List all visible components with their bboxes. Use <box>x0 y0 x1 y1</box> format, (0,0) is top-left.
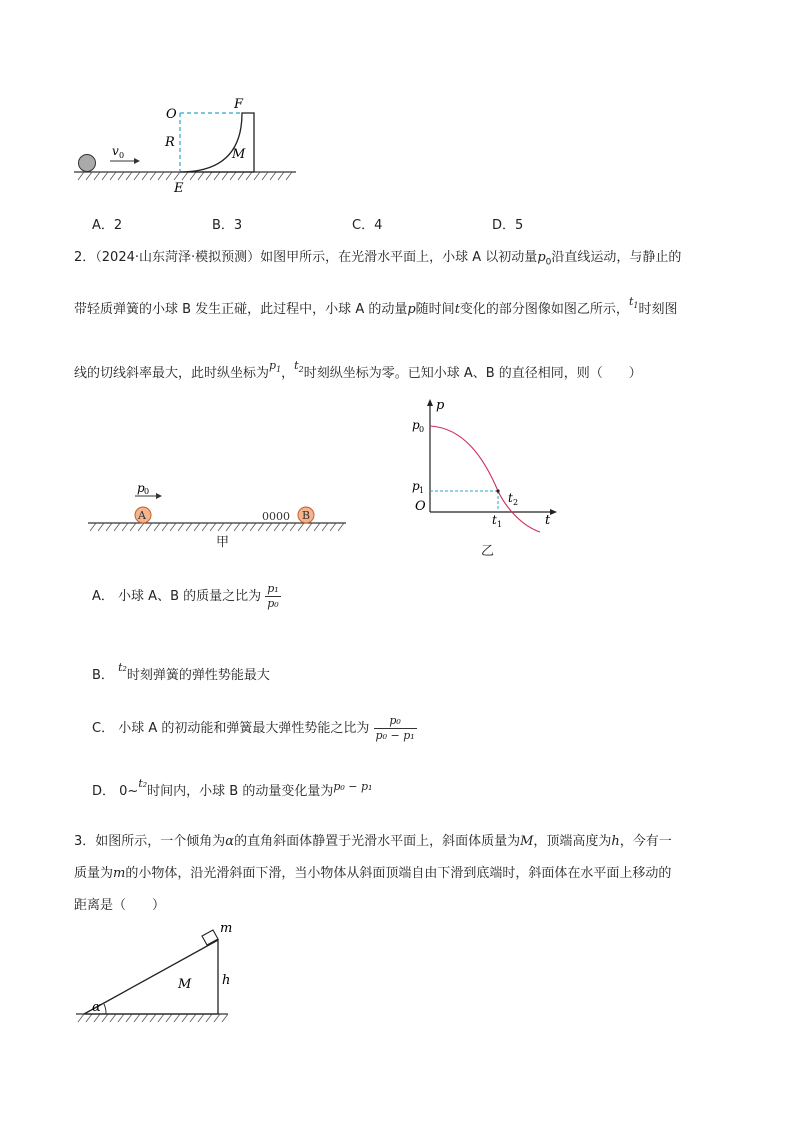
label-alpha: α <box>92 1000 101 1015</box>
label-O: O <box>166 107 177 122</box>
axis-t: t <box>545 513 551 528</box>
tick-p0-sub: 0 <box>419 425 425 434</box>
jia-p0: p <box>137 481 145 495</box>
origin-o: O <box>415 499 426 514</box>
figure-yi <box>404 396 564 536</box>
spring: 0000 <box>262 510 290 523</box>
q1-option-c[interactable]: C．4 <box>352 218 383 233</box>
tick-t1-sub: 1 <box>497 520 503 529</box>
tick-t2-sub: 2 <box>513 498 519 507</box>
q2-line-3: 线的切线斜率最大，此时纵坐标为$^{p_1}$，$^{t_2}$时刻纵坐标为零。已知小球 A、B 的直径相同，则（ ） <box>74 359 642 381</box>
label-E: E <box>174 181 184 196</box>
label-h: h <box>222 973 231 988</box>
q2-option-b[interactable]: B． $^{t_2}$时刻弹簧的弹性势能最大 <box>92 661 270 683</box>
q3-line-3: 距离是（ ） <box>74 898 166 913</box>
jia-p0-sub: 0 <box>144 487 150 496</box>
ball <box>79 155 96 172</box>
fraction-c: $\frac{\text{p₀}}{\text{p₀ − p₁}}$ <box>375 714 415 742</box>
ball-b-label: B <box>302 509 311 522</box>
tick-p1-sub: 1 <box>419 486 425 495</box>
q3-line-1: 3．如图所示，一个倾角为α的直角斜面体静置于光滑水平面上，斜面体质量为M，顶端高度为h，今有一 <box>74 834 672 849</box>
label-R: R <box>165 135 175 150</box>
q2-line-1: 2．（2024·山东菏泽·模拟预测）如图甲所示，在光滑水平面上，小球 A 以初动量$p_0$沿直线运动，与静止的 <box>74 250 682 268</box>
q2-option-a[interactable]: A． 小球 A、B 的质量之比为 $\frac{\text{p₁}}{\text{p₀}}$ <box>92 582 279 610</box>
figure-track <box>70 90 310 200</box>
label-m: m <box>220 921 233 936</box>
q3-line-2: 质量为m的小物体，沿光滑斜面下滑，当小物体从斜面顶端自由下滑到底端时，斜面体在水平面上移动的 <box>74 866 672 881</box>
q2-option-c[interactable]: C． 小球 A 的初动能和弹簧最大弹性势能之比为 $\frac{\text{p₀}}{\text{p₀ − p₁}}$ <box>92 714 415 742</box>
label-v0: v <box>112 144 119 158</box>
q2-option-d[interactable]: D． 0~$^{t_2}$时间内，小球 B 的动量变化量为$^{p_0 - p_1}$ <box>92 777 373 799</box>
tick-p0: p <box>412 418 420 432</box>
label-v0-sub: 0 <box>119 151 125 160</box>
fraction-a: $\frac{\text{p₁}}{\text{p₀}}$ <box>267 582 279 610</box>
tick-p1: p <box>412 479 420 493</box>
label-M: M <box>178 977 192 992</box>
caption-yi: 乙 <box>481 544 495 559</box>
label-M: M <box>232 147 246 162</box>
caption-jia: 甲 <box>216 535 230 550</box>
q1-option-b[interactable]: B．3 <box>212 218 243 233</box>
tick-t1: t <box>492 513 497 527</box>
q1-option-d[interactable]: D．5 <box>492 218 524 233</box>
ball-a-label: A <box>138 509 146 522</box>
q1-option-a[interactable]: A．2 <box>92 218 123 233</box>
figure-wedge <box>70 918 250 1028</box>
tick-t2: t <box>508 491 513 505</box>
axis-p: p <box>436 398 445 413</box>
label-F: F <box>234 97 244 112</box>
momentum-curve <box>430 426 540 532</box>
q2-line-2: 带轻质弹簧的小球 B 发生正碰，此过程中，小球 A 的动量p随时间t变化的部分图像如图乙所示，$^{t_1}$时刻图 <box>74 295 678 317</box>
